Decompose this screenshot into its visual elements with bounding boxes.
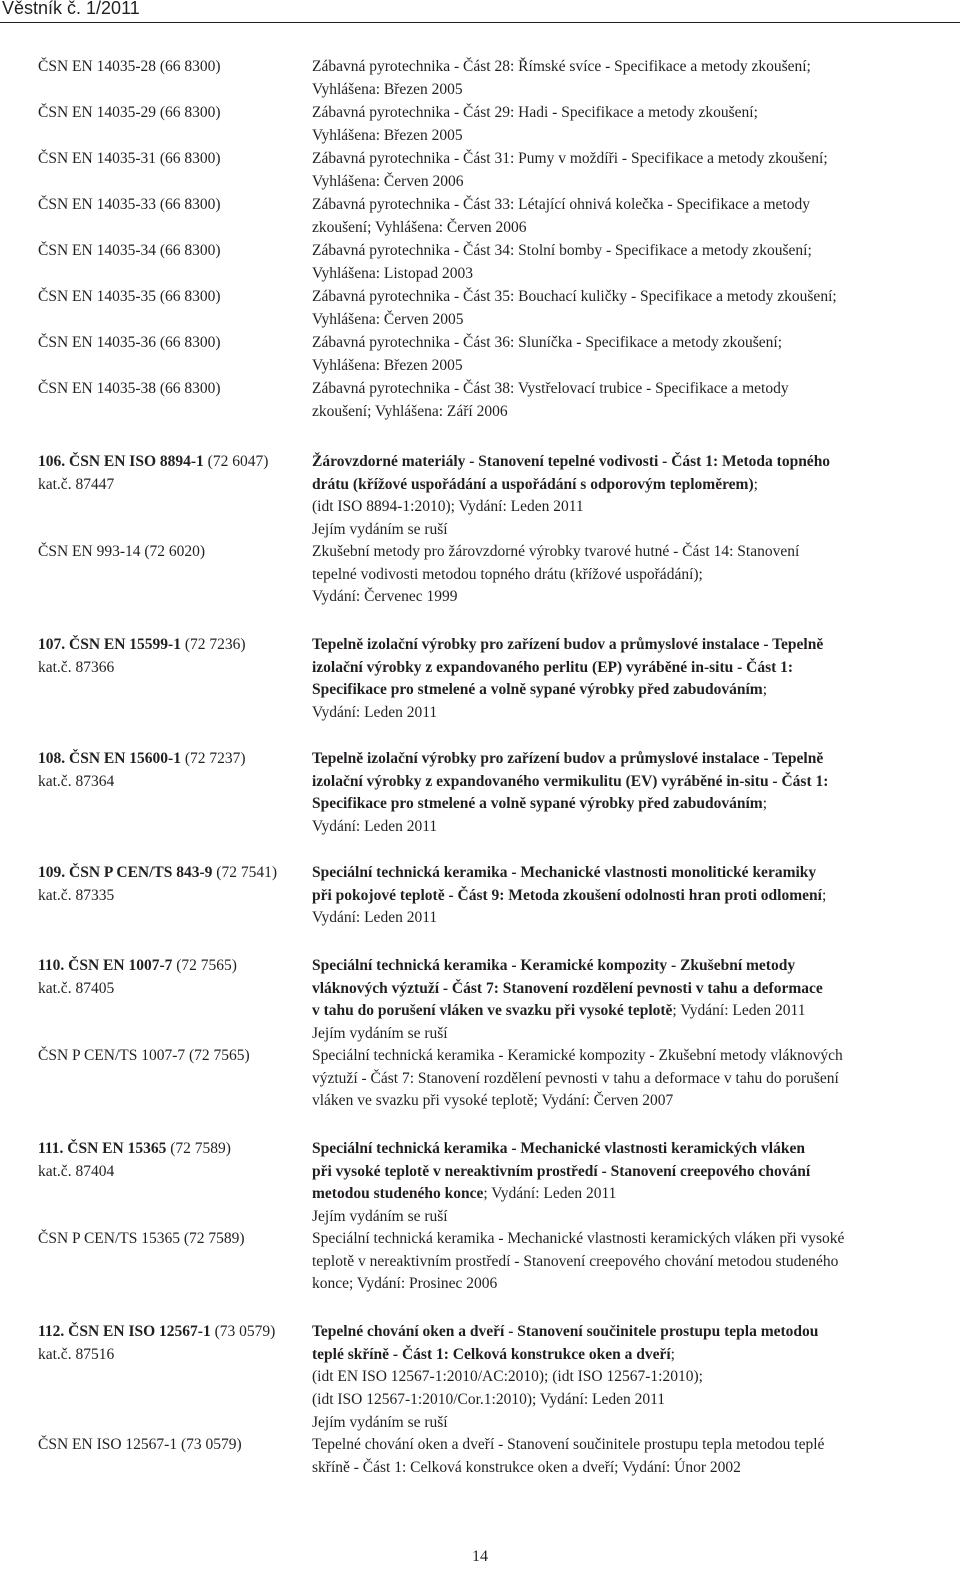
standard-code: ČSN EN 15365	[67, 1140, 167, 1157]
title-line: Žárovzdorné materiály - Stanovení tepelné vodivosti - Část 1: Metoda topného	[312, 453, 831, 470]
standard-description	[312, 194, 948, 239]
catalog-number: kat.č. 87335	[38, 886, 115, 904]
designation-line	[38, 451, 308, 474]
standard-code: ČSN EN 1007-7	[68, 957, 173, 974]
bulletin-title: Věstník č. 1/2011	[2, 0, 140, 18]
title-line-last	[312, 1344, 948, 1367]
standard-designation: ČSN EN 993-14 (72 6020)	[38, 543, 206, 560]
description-line: zkoušení; Vyhlášena: Červen 2006	[312, 218, 527, 236]
standard-description	[312, 1138, 948, 1229]
description-line: Speciální technická keramika - Mechanické vlastnosti keramických vláken při vysoké	[312, 1230, 845, 1247]
description-line: Vyhlášena: Červen 2006	[312, 172, 464, 190]
description-line: zkoušení; Vyhlášena: Září 2006	[312, 402, 508, 420]
entry-designation	[38, 748, 308, 793]
classification-code: (72 7565)	[172, 957, 237, 974]
catalog-number: kat.č. 87364	[38, 772, 115, 790]
description-line: vláken ve svazku při vysoké teplotě; Vydání: Červen 2007	[312, 1092, 674, 1110]
standard-designation: ČSN EN 14035-38 (66 8300)	[38, 380, 221, 397]
classification-code: (72 7236)	[180, 636, 246, 653]
standard-description	[312, 240, 948, 285]
standard-code: ČSN EN 15599-1	[69, 636, 181, 653]
standard-description	[312, 286, 948, 331]
title-line-last	[312, 1183, 948, 1206]
title-line: Speciální technická keramika - Mechanické vlastnosti keramických vláken	[312, 1140, 805, 1157]
standard-designation: ČSN EN 14035-33 (66 8300)	[38, 196, 221, 213]
catalog-number: kat.č. 87405	[38, 979, 115, 997]
title-tail: ; Vydání: Leden 2011	[672, 1002, 806, 1020]
designation-line	[38, 1321, 308, 1344]
title-line: Tepelně izolační výrobky pro zařízení budov a průmyslové instalace - Tepelně	[312, 636, 824, 653]
standard-description	[312, 1434, 948, 1479]
classification-code: (72 6047)	[203, 453, 269, 470]
description-line: Jejím vydáním se ruší	[312, 521, 448, 539]
entry-number: 108.	[38, 750, 66, 767]
catalog-number: kat.č. 87366	[38, 658, 115, 676]
standard-description	[312, 748, 948, 839]
standard-code: ČSN EN ISO 12567-1	[68, 1323, 211, 1340]
title-line: Speciální technická keramika - Keramické kompozity - Zkušební metody	[312, 957, 796, 974]
standard-description	[312, 634, 948, 725]
description-line: Zábavná pyrotechnika - Část 33: Létající ohnivá kolečka - Specifikace a metody	[312, 196, 810, 213]
title-line: izolační výrobky z expandovaného perlitu (EP) vyráběné in-situ - Část 1:	[312, 658, 794, 676]
standard-description	[312, 332, 948, 377]
entry-designation	[38, 451, 308, 496]
description-line: Zkušební metody pro žárovzdorné výrobky tvarové hutné - Část 14: Stanovení	[312, 543, 800, 560]
classification-code: (72 7237)	[180, 750, 246, 767]
standard-description	[312, 378, 948, 423]
title-line: Tepelně izolační výrobky pro zařízení budov a průmyslové instalace - Tepelně	[312, 750, 824, 767]
designation-line	[38, 955, 308, 978]
designation-line	[38, 634, 308, 657]
title-line-last	[312, 474, 948, 497]
description-line: Tepelné chování oken a dveří - Stanovení součinitele prostupu tepla metodou teplé	[312, 1436, 825, 1453]
entry-designation	[38, 862, 308, 907]
description-line: (idt EN ISO 12567-1:2010/AC:2010); (idt ISO 12567-1:2010);	[312, 1368, 703, 1386]
entry-number: 109.	[38, 864, 66, 881]
title-tail: ;	[670, 1345, 675, 1363]
description-line: Jejím vydáním se ruší	[312, 1208, 448, 1226]
title-tail: ;	[762, 681, 767, 699]
standard-description	[312, 56, 948, 101]
title-text: metodou studeného konce	[312, 1185, 484, 1203]
standard-designation: ČSN P CEN/TS 1007-7 (72 7565)	[38, 1047, 250, 1064]
standard-description	[312, 1228, 948, 1296]
standard-designation: ČSN EN ISO 12567-1 (73 0579)	[38, 1436, 242, 1453]
description-line: tepelné vodivosti metodou topného drátu (křížové uspořádání);	[312, 565, 703, 583]
description-line: (idt ISO 12567-1:2010/Cor.1:2010); Vydání: Leden 2011	[312, 1391, 666, 1409]
entry-designation	[38, 1138, 308, 1183]
page-number: 14	[472, 1548, 488, 1565]
description-line: Zábavná pyrotechnika - Část 35: Bouchací kuličky - Specifikace a metody zkoušení;	[312, 288, 837, 305]
description-line: Vydání: Červenec 1999	[312, 588, 458, 606]
title-line: při vysoké teplotě v nereaktivním prostředí - Stanovení creepového chování	[312, 1162, 811, 1180]
entry-number: 107.	[38, 636, 66, 653]
title-line: Tepelné chování oken a dveří - Stanovení součinitele prostupu tepla metodou	[312, 1323, 819, 1340]
description-line: Speciální technická keramika - Keramické kompozity - Zkušební metody vláknových	[312, 1047, 843, 1064]
title-line: vláknových výztuží - Část 7: Stanovení rozdělení pevnosti v tahu a deformace	[312, 979, 823, 997]
title-line-last	[312, 793, 948, 816]
title-line-last	[312, 679, 948, 702]
description-line: Vydání: Leden 2011	[312, 704, 438, 722]
description-line: Zábavná pyrotechnika - Část 29: Hadi - Specifikace a metody zkoušení;	[312, 104, 758, 121]
description-line: Zábavná pyrotechnika - Část 28: Římské svíce - Specifikace a metody zkoušení;	[312, 58, 811, 75]
entry-designation	[38, 1321, 308, 1366]
title-line-last	[312, 1000, 948, 1023]
catalog-number: kat.č. 87516	[38, 1345, 115, 1363]
description-line: Jejím vydáním se ruší	[312, 1413, 448, 1431]
title-tail: ;	[821, 886, 827, 904]
title-text: teplé skříně - Část 1: Celková konstrukce oken a dveří	[312, 1345, 671, 1363]
title-text: Specifikace pro stmelené a volně sypané výrobky před zabudováním	[312, 681, 763, 699]
description-line: teplotě v nereaktivním prostředí - Stanovení creepového chování metodou studeného	[312, 1252, 839, 1270]
catalog-number: kat.č. 87404	[38, 1162, 115, 1180]
title-line: Speciální technická keramika - Mechanické vlastnosti monolitické keramiky	[312, 864, 817, 881]
description-line: (idt ISO 8894-1:2010); Vydání: Leden 2011	[312, 498, 584, 516]
entry-number: 106.	[38, 453, 66, 470]
description-line: Vyhlášena: Červen 2005	[312, 310, 464, 328]
designation-line	[38, 748, 308, 771]
description-line: Vydání: Leden 2011	[312, 818, 438, 836]
title-text: v tahu do porušení vláken ve svazku při vysoké teplotě	[312, 1002, 673, 1020]
description-line: konce; Vydání: Prosinec 2006	[312, 1275, 498, 1293]
entry-number: 111.	[38, 1140, 64, 1157]
title-text: Specifikace pro stmelené a volně sypané výrobky před zabudováním	[312, 795, 763, 813]
standard-description	[312, 451, 948, 542]
designation-line	[38, 1138, 308, 1161]
standard-description	[312, 102, 948, 147]
standard-description	[312, 1321, 948, 1434]
description-line: Vyhlášena: Březen 2005	[312, 80, 463, 98]
designation-line	[38, 862, 308, 885]
description-line: Vyhlášena: Březen 2005	[312, 356, 463, 374]
description-line: Vydání: Leden 2011	[312, 909, 438, 927]
standard-designation: ČSN EN 14035-28 (66 8300)	[38, 58, 221, 75]
description-line: skříně - Část 1: Celková konstrukce oken a dveří; Vydání: Únor 2002	[312, 1458, 741, 1476]
description-line: Vyhlášena: Březen 2005	[312, 126, 463, 144]
standard-code: ČSN EN ISO 8894-1	[69, 453, 204, 470]
description-line: Vyhlášena: Listopad 2003	[312, 264, 474, 282]
standard-description	[312, 955, 948, 1046]
title-text: při pokojové teplotě - Část 9: Metoda zkoušení odolnosti hran proti odlomení	[312, 886, 822, 904]
classification-code: (72 7541)	[212, 864, 277, 881]
standard-designation: ČSN EN 14035-34 (66 8300)	[38, 242, 221, 259]
standard-description	[312, 862, 948, 930]
title-tail: ;	[762, 795, 767, 813]
classification-code: (73 0579)	[210, 1323, 276, 1340]
description-line: Zábavná pyrotechnika - Část 38: Vystřelovací trubice - Specifikace a metody	[312, 380, 789, 397]
standard-designation: ČSN EN 14035-36 (66 8300)	[38, 334, 221, 351]
classification-code: (72 7589)	[166, 1140, 231, 1157]
standard-code: ČSN EN 15600-1	[69, 750, 181, 767]
standard-code: ČSN P CEN/TS 843-9	[69, 864, 213, 881]
description-line: Zábavná pyrotechnika - Část 31: Pumy v moždíři - Specifikace a metody zkoušení;	[312, 150, 828, 167]
entry-designation	[38, 955, 308, 1000]
title-tail: ;	[753, 475, 758, 493]
catalog-number: kat.č. 87447	[38, 475, 115, 493]
standard-description	[312, 1045, 948, 1113]
title-line-last	[312, 885, 948, 908]
standard-designation: ČSN EN 14035-29 (66 8300)	[38, 104, 221, 121]
page-header	[0, 0, 960, 23]
title-text: drátu (křížové uspořádání a uspořádání s odporovým teploměrem)	[312, 475, 754, 493]
description-line: výztuží - Část 7: Stanovení rozdělení pevnosti v tahu a deformace v tahu do porušení	[312, 1069, 839, 1087]
standard-description	[312, 148, 948, 193]
entry-number: 112.	[38, 1323, 65, 1340]
title-tail: ; Vydání: Leden 2011	[483, 1185, 617, 1203]
standard-designation: ČSN EN 14035-31 (66 8300)	[38, 150, 221, 167]
description-line: Zábavná pyrotechnika - Část 36: Sluníčka - Specifikace a metody zkoušení;	[312, 334, 783, 351]
standard-description	[312, 541, 948, 609]
title-line: izolační výrobky z expandovaného vermikulitu (EV) vyráběné in-situ - Část 1:	[312, 772, 829, 790]
description-line: Jejím vydáním se ruší	[312, 1025, 448, 1043]
standard-designation: ČSN EN 14035-35 (66 8300)	[38, 288, 221, 305]
standard-designation: ČSN P CEN/TS 15365 (72 7589)	[38, 1230, 245, 1247]
description-line: Zábavná pyrotechnika - Část 34: Stolní bomby - Specifikace a metody zkoušení;	[312, 242, 812, 259]
entry-designation	[38, 634, 308, 679]
entry-number: 110.	[38, 957, 65, 974]
